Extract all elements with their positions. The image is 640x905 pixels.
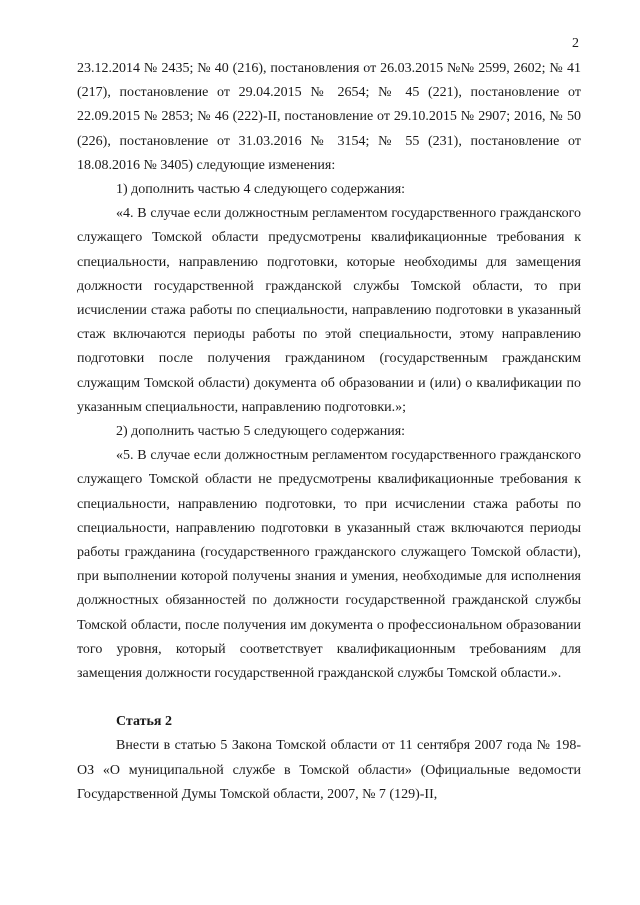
- section-spacer: [77, 686, 581, 710]
- paragraph-part-4: «4. В случае если должностным регламентом государственного гражданского служащего Томской области предусмотрены квалификационные требования к специальности, направлению подготовки, которые необходимы для замещения должности государственной гражданской службы Томской области, то при исчислении стажа работы по специальности, направлению подготовки в указанный стаж включаются периоды работы по этой специальности, этому направлению подготовки после получения гражданином (государственным гражданским служащим Томской области) документа об образовании и (или) о квалификации по указанным специальности, направлению подготовки.»;: [77, 206, 581, 415]
- article-heading: Статья 2: [116, 714, 172, 730]
- paragraph-part-5: «5. В случае если должностным регламентом государственного гражданского служащего Томской области не предусмотрены квалификационные требования к специальности, направлению подготовки, то при исчислении стажа работы по специальности, направлению подготовки в указанный стаж включаются периоды работы гражданина (государственного гражданского служащего Томской области), при выполнении которой получены знания и умения, необходимые для исполнения должностных обязанностей по должности государственной гражданской службы Томской области, после получения им документа о профессиональном образовании того уровня, который соответствует квалификационным требованиям для замещения должности государственной гражданской службы Томской области.».: [77, 448, 581, 682]
- page-number: 2: [572, 36, 579, 51]
- paragraph-item-1: 1) дополнить частью 4 следующего содержания:: [116, 182, 406, 198]
- paragraph-item-2: 2) дополнить частью 5 следующего содержания:: [116, 424, 406, 440]
- paragraph-amendment-sources: 23.12.2014 № 2435; № 40 (216), постановления от 26.03.2015 №№ 2599, 2602; № 41 (217), постановление от 29.04.2015 № 2654; № 45 (221), постановление от 22.09.2015 № 2853; № 46 (222)-II, постановление от 29.10.2015 № 2907; 2016, № 50 (226), постановление от 31.03.2016 № 3154; № 55 (231), постановление от 18.08.2016 № 3405) следующие изменения:: [77, 61, 581, 173]
- paragraph-article-2: Внести в статью 5 Закона Томской области от 11 сентября 2007 года № 198-ОЗ «О муниципальной службе в Томской области» (Официальные ведомости Государственной Думы Томской области, 2007, № 7 (129)-II,: [77, 738, 581, 802]
- document-body: [77, 57, 581, 807]
